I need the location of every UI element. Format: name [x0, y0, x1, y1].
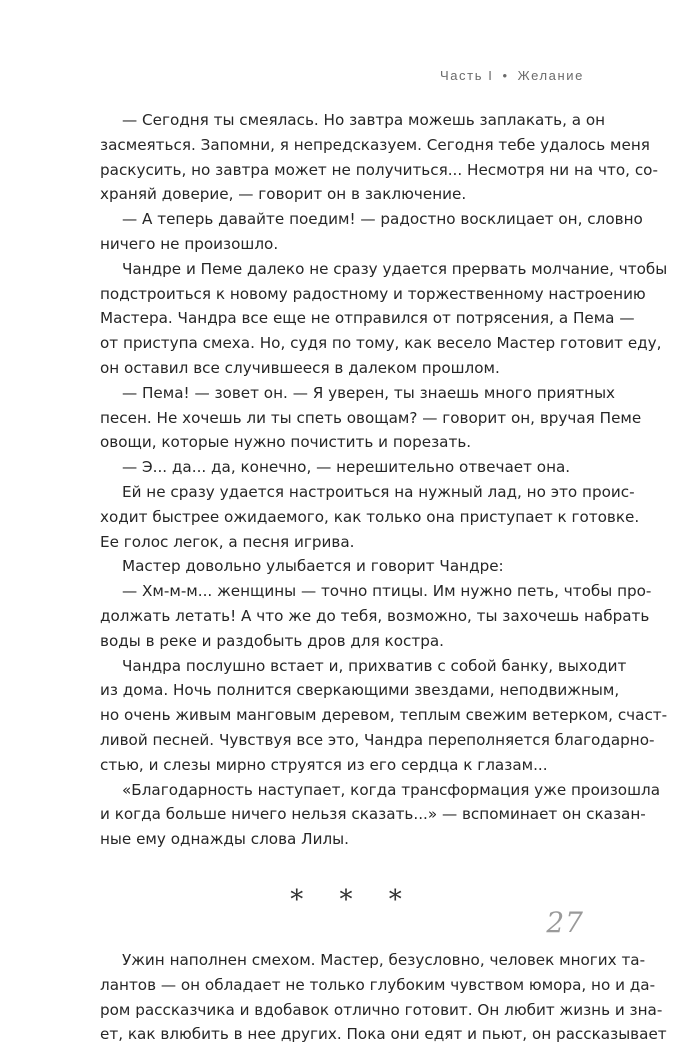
text-line: Ей не сразу удается настроиться на нужный лад, но это проис- — [122, 482, 635, 501]
text-line: должать летать! А что же до тебя, возможно, ты захочешь набрать — [100, 606, 650, 625]
text-line: но очень живым манговым деревом, теплым свежим ветерком, счаст- — [100, 706, 668, 725]
text-line: Чандре и Пеме далеко не сразу удается прервать молчание, чтобы — [122, 259, 668, 278]
text-line: лантов — он обладает не только глубоким чувством юмора, но и да- — [100, 975, 656, 994]
text-block-top — [100, 108, 668, 852]
running-head-part: Часть I — [439, 68, 494, 83]
text-line: ет, как влюбить в нее других. Пока они едят и пьют, он рассказывает — [100, 1025, 667, 1044]
page-number: 27 — [546, 906, 584, 939]
text-line: — Э... да... да, конечно, — нерешительно отвечает она. — [122, 458, 571, 477]
text-line: храняй доверие, — говорит он в заключение. — [100, 185, 467, 204]
text-line: — А теперь давайте поедим! — радостно восклицает он, словно — [122, 210, 643, 229]
text-line: ходит быстрее ожидаемого, как только она приступает к готовке. — [100, 507, 640, 526]
text-line: раскусить, но завтра может не получиться... Несмотря ни на что, со- — [100, 160, 658, 179]
text-line: засмеяться. Запомни, я непредсказуем. Сегодня тебе удалось меня — [100, 135, 650, 154]
text-line: — Хм-м-м... женщины — точно птицы. Им нужно петь, чтобы про- — [122, 582, 652, 601]
text-line: Мастера. Чандра все еще не отправился от потрясения, а Пема — — [100, 309, 635, 328]
text-line: песен. Не хочешь ли ты спеть овощам? — говорит он, вручая Пеме — [100, 408, 642, 427]
running-head — [440, 68, 584, 83]
text-line: он оставил все случившееся в далеком прошлом. — [100, 358, 500, 377]
text-line: Ее голос легок, а песня игрива. — [100, 532, 355, 551]
text-line: — Пема! — зовет он. — Я уверен, ты знаешь много приятных — [122, 383, 616, 402]
section-break-asterism: * * * — [290, 884, 416, 915]
text-line: Чандра послушно встает и, прихватив с собой банку, выходит — [122, 656, 627, 675]
text-line: и когда больше ничего нельзя сказать...» — вспоминает он сказан- — [100, 805, 646, 824]
running-head-chapter: Желание — [517, 68, 584, 83]
text-line: ливой песней. Чувствуя все это, Чандра переполняется благодарно- — [100, 730, 655, 749]
text-line: Мастер довольно улыбается и говорит Чандре: — [122, 557, 504, 576]
section-break-space-below — [100, 915, 584, 948]
text-line: — Сегодня ты смеялась. Но завтра можешь заплакать, а он — [122, 111, 606, 129]
text-line: воды в реке и раздобыть дров для костра. — [100, 631, 444, 650]
text-line: ничего не произошло. — [100, 234, 279, 253]
text-line: ные ему однажды слова Лилы. — [100, 830, 349, 849]
text-line: «Благодарность наступает, когда трансформация уже произошла — [122, 780, 661, 799]
text-line: подстроиться к новому радостному и торжественному настроению — [100, 284, 646, 303]
running-head-separator: • — [502, 68, 509, 83]
text-line: Ужин наполнен смехом. Мастер, безусловно, человек многих та- — [122, 950, 646, 969]
text-line: ром рассказчика и вдобавок отлично готовит. Он любит жизнь и зна- — [100, 1000, 663, 1019]
text-line: от приступа смеха. Но, судя по тому, как весело Мастер готовит еду, — [100, 334, 662, 353]
text-line: из дома. Ночь полнится сверкающими звездами, неподвижным, — [100, 681, 620, 700]
text-line: овощи, которые нужно почистить и порезать. — [100, 433, 472, 452]
body-text — [100, 108, 668, 1047]
text-line: стью, и слезы мирно струятся из его сердца к глазам... — [100, 755, 548, 774]
section-break-space-above — [100, 852, 584, 885]
text-block-bottom — [100, 948, 667, 1047]
